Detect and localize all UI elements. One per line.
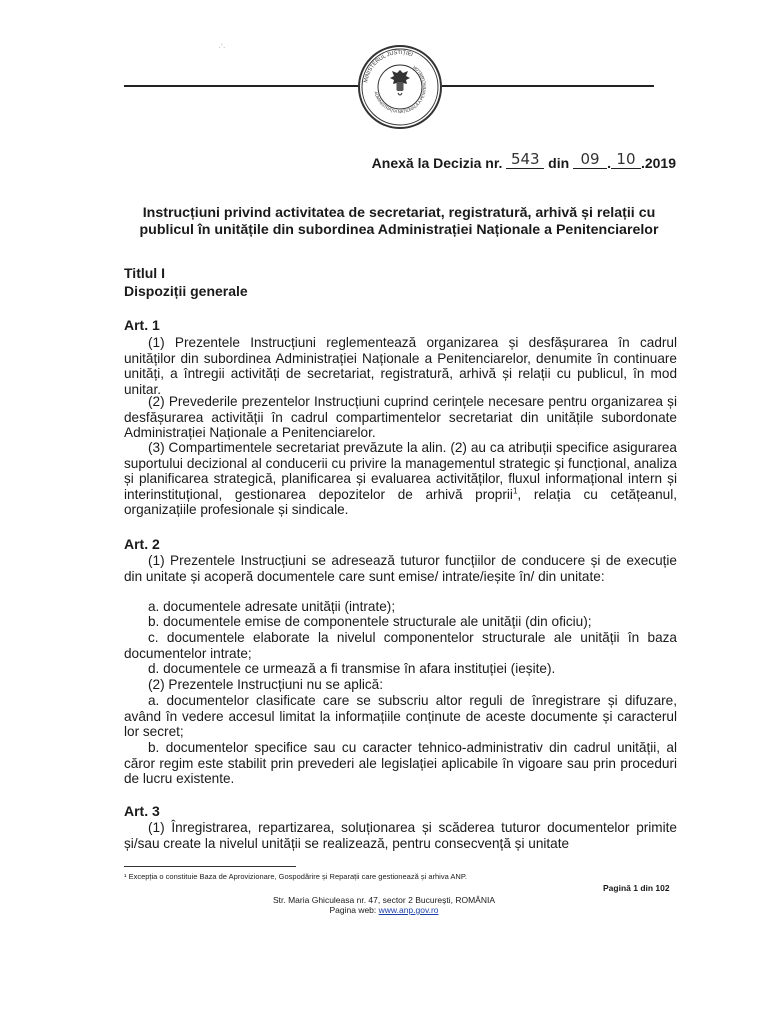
art2-p2-item-b: b. documentelor specifice sau cu caracter tehnico-administrativ din cadrul unității, al căror regim este stabilit prin prevederi ale legislației aplicabile în vigoare sau prin proceduri de lucru existente. xyxy=(124,740,677,787)
annex-line xyxy=(371,150,676,173)
art1-heading: Art. 1 xyxy=(124,317,160,333)
scan-mark: ·'· xyxy=(218,42,226,52)
website-line xyxy=(0,905,768,915)
footnote: ¹ Excepția o constituie Baza de Aprovizionare, Gospodărire și Reparații care gestionează și arhiva ANP. xyxy=(124,872,467,881)
art3-p1: (1) Înregistrarea, repartizarea, soluționarea și scăderea tuturor documentelor primite și/sau create la nivelul unității se realizează, pentru consecvență și unitate xyxy=(124,820,677,851)
seal-inner-text: ADMINISTRAȚIA NAȚIONALĂ A PENITENCIARELOR xyxy=(373,64,428,115)
section-name: Dispoziții generale xyxy=(124,283,248,299)
art2-heading: Art. 2 xyxy=(124,536,160,552)
decision-month: 10 xyxy=(611,150,641,169)
decision-number: 543 xyxy=(506,150,544,169)
header-rule-right xyxy=(442,85,654,87)
decision-day: 09 xyxy=(573,150,607,169)
art2-item-c: c. documentele elaborate la nivelul componentelor structurale ale unității în baza documentelor intrate; xyxy=(124,630,677,661)
header-rule-left xyxy=(124,85,358,87)
website-label: Pagina web: xyxy=(329,905,377,915)
footnote-rule xyxy=(124,866,296,867)
document-title: Instrucțiuni privind activitatea de secretariat, registratură, arhivă și relații cu publicul în unitățile din subordinea Administrației Naționale a Penitenciarelor xyxy=(139,205,659,238)
institution-seal xyxy=(357,44,443,130)
annex-year: .2019 xyxy=(640,155,676,171)
art1-p3-end: , relația cu cetățeanul, organizațiile profesionale și sindicale. xyxy=(124,486,678,518)
annex-sep: . xyxy=(607,155,611,171)
art1-p3-text: (3) Compartimentele secretariat prevăzute la alin. (2) au ca atribuții specifice asigurarea suportului decizional al conducerii cu privire la managementul strategic și funcțional, analiza și planificarea strategică, planificarea și evaluarea activităților, fluxul informațional intern și interinstituțional, gestionarea depozitelor de arhivă proprii xyxy=(124,440,677,502)
art1-p1: (1) Prezentele Instrucțiuni reglementează organizarea și desfășurarea în cadrul unităților din subordinea Administrației Naționale a Penitenciarelor, denumite în continuare unități, a întregii activități de secretariat, registratură, arhivă și relații cu publicul, în mod unitar. xyxy=(124,335,677,397)
art2-p1: (1) Prezentele Instrucțiuni se adresează tuturor funcțiilor de conducere și de execuție din unitate și acoperă documentele care sunt emise/ intrate/ieșite în/ din unitate: xyxy=(124,553,677,584)
art2-item-b: b. documentele emise de componentele structurale ale unității (din oficiu); xyxy=(148,614,592,629)
art2-p2: (2) Prezentele Instrucțiuni nu se aplică: xyxy=(148,677,383,692)
art2-item-a: a. documentele adresate unității (intrate); xyxy=(148,599,396,614)
coat-of-arms-icon xyxy=(390,70,410,95)
annex-prefix: Anexă la Decizia nr. xyxy=(371,155,503,171)
art3-heading: Art. 3 xyxy=(124,803,160,819)
art1-p2: (2) Prevederile prezentelor Instrucțiuni cuprind cerințele necesare pentru organizarea și desfășurarea activității în cadrul compartimentelor secretariat din unitățile subordonate Administrației Naționale a Penitenciarelor. xyxy=(124,394,677,441)
address: Str. Maria Ghiculeasa nr. 47, sector 2 București, ROMÂNIA xyxy=(272,895,496,905)
art2-item-d: d. documentele ce urmează a fi transmise în afara instituției (ieșite). xyxy=(148,661,556,676)
art2-p2-item-a: a. documentelor clasificate care se subscriu altor reguli de înregistrare și difuzare, având în vedere accesul limitat la informațiile conținute de aceste documente și caracterul lor secret; xyxy=(124,693,677,740)
seal-outer-text: MINISTERUL JUSTIȚIEI xyxy=(363,49,414,84)
website-link[interactable]: www.anp.gov.ro xyxy=(378,905,439,915)
art1-p3 xyxy=(124,440,677,518)
footnote-ref: 1 xyxy=(512,486,518,496)
section-number: Titlul I xyxy=(124,265,165,281)
annex-din: din xyxy=(548,155,570,171)
page-number: Pagină 1 din 102 xyxy=(603,883,670,893)
